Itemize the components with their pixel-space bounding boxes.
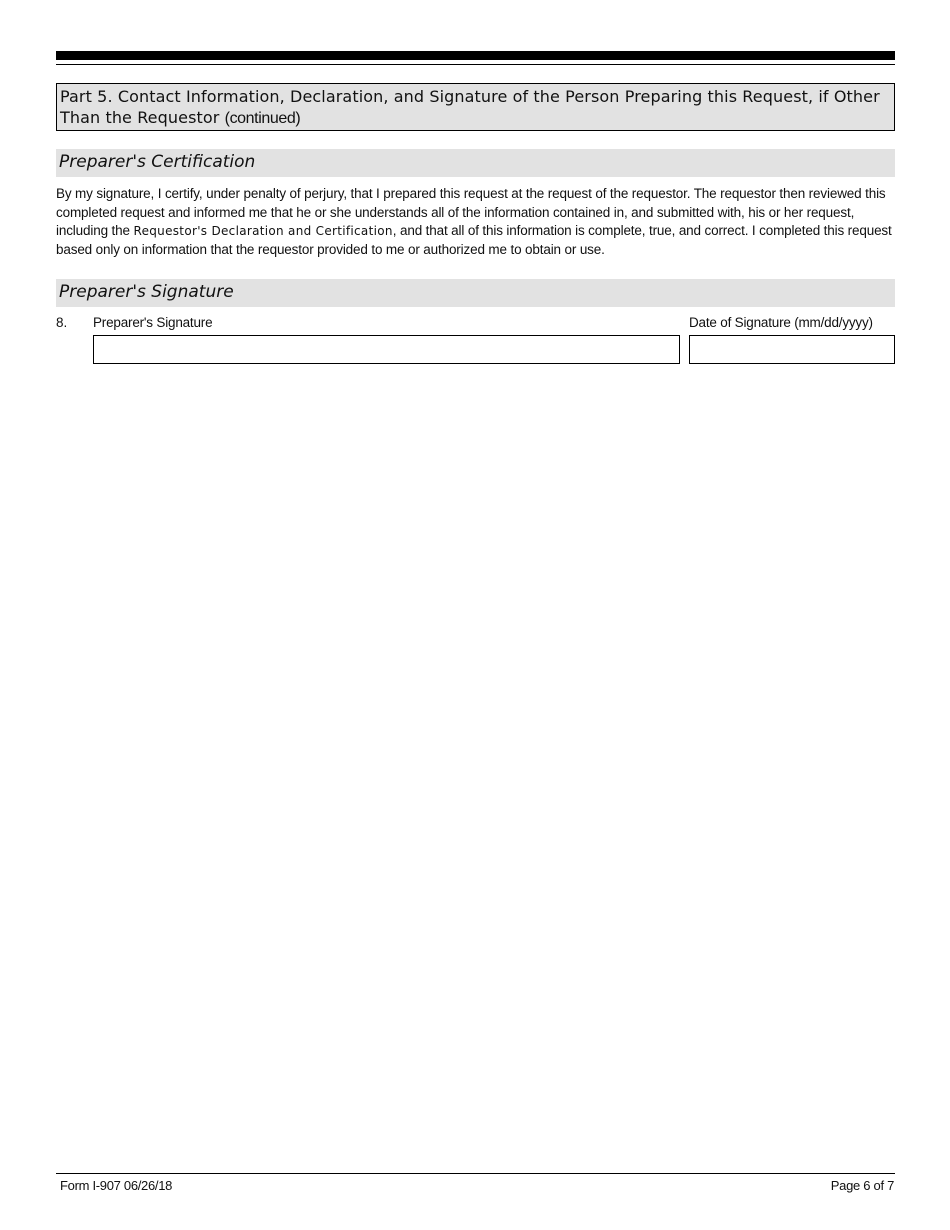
certification-heading: Preparer's Certification [59, 152, 256, 172]
part-5-title-text: Part 5. Contact Information, Declaration, and Signature of the Person Preparing this Request, if Other Than the Requestor [60, 87, 880, 127]
date-field-label: Date of Signature (mm/dd/yyyy) [689, 315, 873, 330]
top-rule-thin [56, 64, 895, 65]
item-number: 8. [56, 315, 68, 330]
part-5-title [60, 86, 890, 129]
footer-page-number: Page 6 of 7 [830, 1178, 894, 1193]
certification-section-bar [56, 149, 895, 177]
certification-reference: Requestor's Declaration and Certification [133, 224, 393, 239]
footer-form-id: Form I-907 06/26/18 [60, 1178, 173, 1193]
signature-field-label: Preparer's Signature [93, 315, 213, 330]
signature-section-bar [56, 279, 895, 307]
certification-paragraph [56, 185, 901, 260]
signature-heading: Preparer's Signature [59, 282, 234, 302]
certification-text-before: By my signature, I certify, under penalty of perjury, that I prepared this request at the request of the requestor. The requestor then reviewed this completed request and informed me that he or she understands all of the information contained in, and submitted with, his or her request, including the [56, 186, 886, 239]
part-5-continued-label: (continued) [224, 110, 301, 127]
top-rule-thick [56, 51, 895, 60]
part-5-header [56, 83, 895, 131]
signature-field[interactable] [93, 335, 680, 364]
certification-text-after: , and that all of this information is complete, true, and correct. I completed this request based only on information that the requestor provided to me or authorized me to obtain or use. [56, 223, 892, 258]
date-field[interactable] [689, 335, 895, 364]
footer-rule [56, 1173, 895, 1174]
